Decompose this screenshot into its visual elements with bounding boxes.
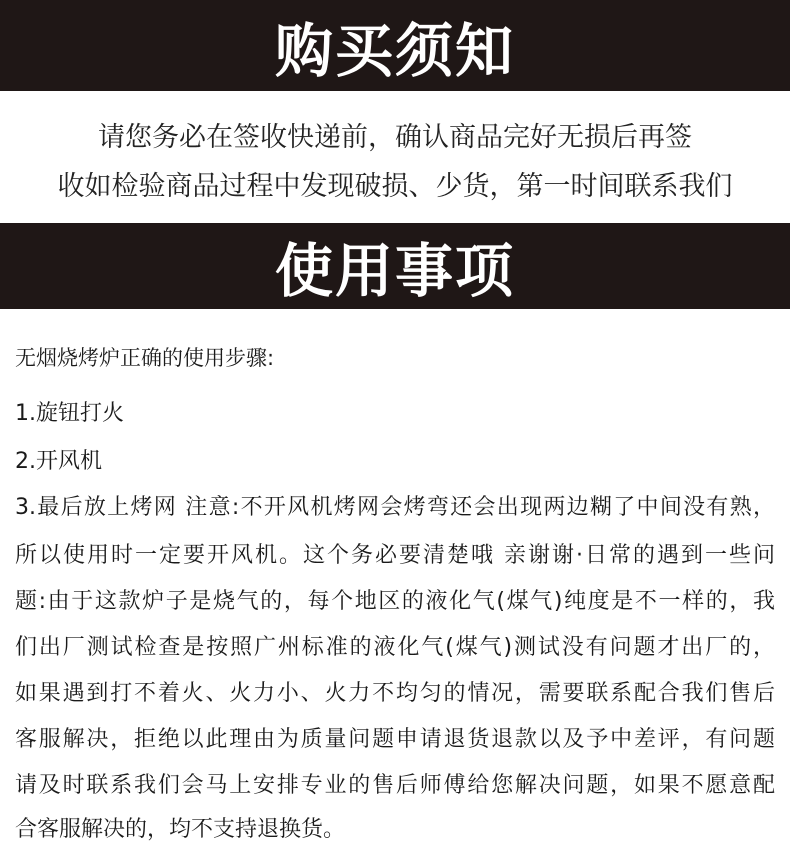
usage-paragraph-line: 如果遇到打不着火、火力小、火力不均匀的情况，需要联系配合我们售后 <box>15 681 775 706</box>
usage-paragraph-line: 们出厂测试检查是按照广州标准的液化气(煤气)测试没有问题才出厂的， <box>15 635 775 660</box>
usage-title: 使用事项 <box>274 237 515 305</box>
usage-paragraph-line: 合客服解决的，均不支持退换货。 <box>15 817 346 842</box>
usage-paragraph-line: 请及时联系我们会马上安排专业的售后师傅给您解决问题，如果不愿意配 <box>15 773 775 798</box>
usage-paragraph-line: 所以使用时一定要开风机。这个务必要清楚哦 亲谢谢·日常的遇到一些问 <box>15 543 775 568</box>
purchase-notice-title: 购买须知 <box>274 16 515 85</box>
usage-intro: 无烟烧烤炉正确的使用步骤: <box>15 346 275 370</box>
purchase-notice-banner <box>0 0 790 91</box>
usage-paragraph-line: 客服解决，拒绝以此理由为质量问题申请退货退款以及予中差评，有问题 <box>15 727 775 752</box>
usage-banner <box>0 223 790 309</box>
usage-paragraph-line: 3.最后放上烤网 注意:不开风机烤网会烤弯还会出现两边糊了中间没有熟， <box>15 495 775 520</box>
purchase-notice-line: 请您务必在签收快递前，确认商品完好无损后再签 <box>98 122 692 153</box>
usage-paragraph-line: 题:由于这款炉子是烧气的，每个地区的液化气(煤气)纯度是不一样的，我 <box>15 589 775 614</box>
usage-step: 1.旋钮打火 <box>15 401 124 426</box>
purchase-notice-line: 收如检验商品过程中发现破损、少货，第一时间联系我们 <box>57 171 733 202</box>
usage-step: 2.开风机 <box>15 449 102 474</box>
